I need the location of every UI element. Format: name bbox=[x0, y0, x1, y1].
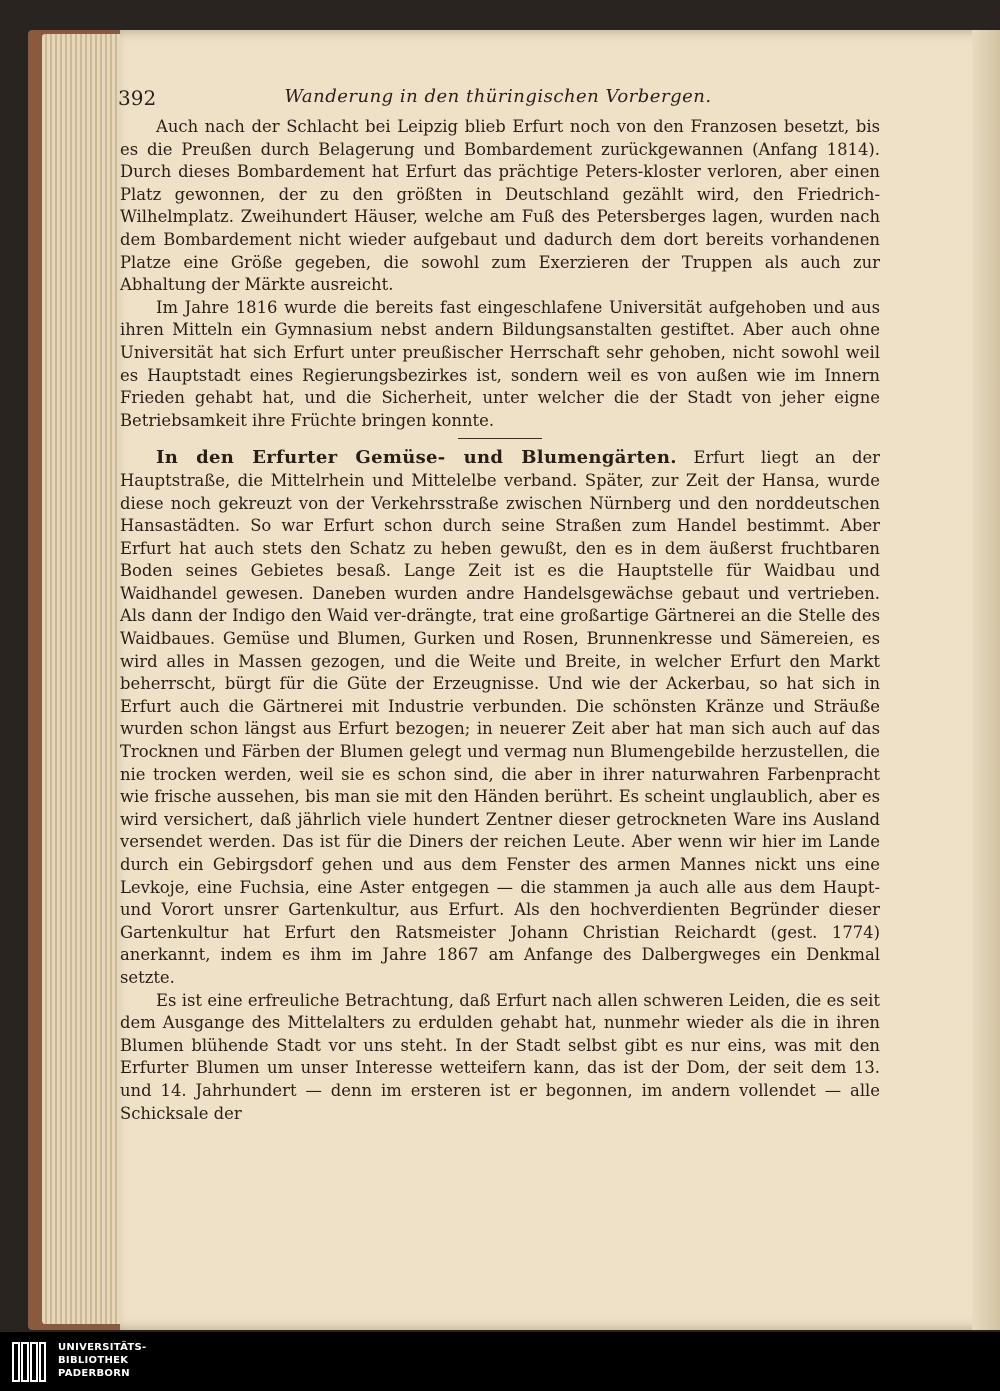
section-divider bbox=[458, 438, 542, 439]
page-number: 392 bbox=[118, 86, 157, 110]
page-gutter bbox=[972, 30, 1000, 1330]
library-line: UNIVERSITÄTS- bbox=[58, 1342, 147, 1353]
library-line: PADERBORN bbox=[58, 1368, 130, 1379]
section-heading: In den Erfurter Gemüse- und Blumengärten. bbox=[156, 447, 677, 469]
paragraph: Im Jahre 1816 wurde die bereits fast eingeschlafene Universität aufgehoben und aus ihren Mitteln ein Gymnasium nebst andern Bildungsanstalten gestiftet. Aber auch ohne Universität hat sich Erfurt unter preußischer Herrschaft sehr gehoben, nicht sowohl weil es Hauptstadt eines Regierungsbezirkes ist, sondern weil es von außen wie im Innern Frieden gehabt hat, und die Sicherheit, unter welcher die der Stadt von jeher eigne Betriebsamkeit ihre Früchte bringen konnte. bbox=[120, 297, 880, 430]
paragraph: Es ist eine erfreuliche Betrachtung, daß Erfurt nach allen schweren Leiden, die es seit dem Ausgange des Mittelalters zu erdulden gehabt hat, nunmehr wieder als die in ihren Blumen blühende Stadt vor uns steht. In der Stadt selbst gibt es nur eins, was mit den Erfurter Blumen um unser Interesse wetteifern kann, das ist der Dom, der seit dem 13. und 14. Jahrhundert — denn im ersteren ist er begonnen, im andern vollendet — alle Schicksale der bbox=[120, 990, 880, 1123]
library-line: BIBLIOTHEK bbox=[58, 1355, 129, 1366]
section-paragraph bbox=[120, 447, 880, 989]
library-logo-icon bbox=[10, 1340, 48, 1384]
paragraph: Auch nach der Schlacht bei Leipzig blieb Erfurt noch von den Franzosen besetzt, bis es die Preußen durch Belagerung und Bombardement zurückgewannen (Anfang 1814). Durch dieses Bombardement hat Erfurt das prächtige Peters-kloster verloren, aber einen Platz gewonnen, der zu den größten in Deutschland gezählt wird, den Friedrich-Wilhelmplatz. Zweihundert Häuser, welche am Fuß des Petersberges lagen, wurden nach dem Bombardement nicht wieder aufgebaut und dadurch dem dort bereits vorhandenen Platze eine Größe gegeben, die sowohl zum Exerzieren der Truppen als auch zur Abhaltung der Märkte ausreicht. bbox=[120, 117, 880, 295]
main-text bbox=[120, 116, 880, 1125]
library-logo-text bbox=[58, 1341, 147, 1380]
running-head bbox=[118, 86, 878, 116]
running-title: Wanderung in den thüringischen Vorbergen. bbox=[284, 86, 712, 107]
section-body: Erfurt liegt an der Hauptstraße, die Mittelrhein und Mittelelbe verband. Später, zur Zeit der Hansa, wurde diese noch gekreuzt von der Verkehrsstraße zwischen Nürnberg und den norddeutschen Hansastädten. So war Erfurt schon durch seine Straßen zum Handel bestimmt. Aber Erfurt hat auch stets den Schatz zu heben gewußt, den es in dem äußerst fruchtbaren Boden seines Gebietes besaß. Lange Zeit ist es die Hauptstelle für Waidbau und Waidhandel gewesen. Daneben wurden andre Handelsgewächse gebaut und vertrieben. Als dann der Indigo den Waid ver-drängte, trat eine großartige Gärtnerei an die Stelle des Waidbaues. Gemüse und Blumen, Gurken und Rosen, Brunnenkresse und Sämereien, es wird alles in Massen gezogen, und die Weite und Breite, in welcher Erfurt den Markt beherrscht, bürgt für die Güte der Erzeugnisse. Und wie der Ackerbau, so hat sich in Erfurt auch die Gärtnerei mit Industrie verbunden. Die schönsten Kränze und Sträuße wurden schon längst aus Erfurt bezogen; in neuerer Zeit aber hat man sich auch auf das Trocknen und Färben der Blumen gelegt und vermag nun Blumengebilde herzustellen, die nie trocken werden, weil sie es schon sind, die aber in ihrer naturwahren Farbenpracht wie frische aussehen, bis man sie mit den Händen berührt. Es scheint unglaublich, aber es wird versichert, daß jährlich viele hundert Zentner dieser getrockneten Ware ins Ausland versendet werden. Das ist für die Diners der reichen Leute. Aber wenn wir hier im Lande durch ein Gebirgsdorf gehen und aus dem Fenster des armen Mannes nickt uns eine Levkoje, eine Fuchsia, eine Aster entgegen — die stammen ja auch alle aus dem Haupt- und Vorort unsrer Gartenkultur, aus Erfurt. Als den hochverdienten Begründer dieser Gartenkultur hat Erfurt den Ratsmeister Johann Christian Reichardt (gest. 1774) anerkannt, indem es ihm im Jahre 1867 am Anfange des Dalbergweges ein Denkmal setzte. bbox=[120, 448, 881, 987]
library-logo-bar bbox=[0, 1332, 1000, 1391]
